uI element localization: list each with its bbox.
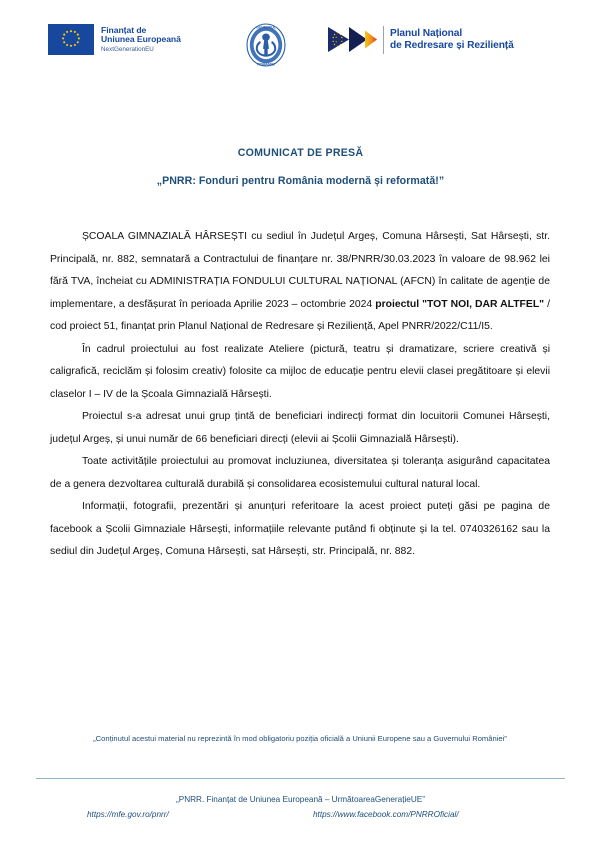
pnrr-logo-text: [390, 28, 514, 52]
svg-text:GUVERNUL: GUVERNUL: [256, 25, 276, 30]
p4-impact: [50, 451, 550, 496]
footer-links: [0, 808, 601, 823]
pnrr-logo-line2: de Redresare și Reziliență: [390, 39, 514, 51]
pnrr-logo-line1: Planul Național: [390, 27, 463, 39]
body-text: În cadrul proiectului au fost realizate Ateliere (pictură, teatru și dramatizare, scriere creativă și caligrafică, reciclăm și folosim creativ) folosite ca mijloc de educație pentru elevii clasei pregătitoare și elevii claselor I – IV de la Școala Gimnazială Hârsești.: [50, 343, 550, 400]
document-body: [50, 226, 550, 564]
page-subtitle: „PNRR: Fonduri pentru România modernă și reformată!”: [156, 175, 445, 187]
romanian-government-seal-icon: [243, 20, 289, 70]
p5-contact: [50, 496, 550, 564]
paragraph-list: [50, 226, 550, 564]
body-text: / cod proiect 51, finanțat prin Planul Național de Redresare și Reziliență, Apel PNRR/2022/C11/I5.: [50, 298, 550, 332]
body-text: ȘCOALA GIMNAZIALĂ HÂRSEȘTI cu sediul în Județul Argeș, Comuna Hârsești, Sat Hârsești, str. Principală, nr. 882, semnatară a Contractului de finanțare nr. 38/PNRR/30.03.2023 în valoare de 98.962 lei fără TVA, încheiat cu ADMINISTRAȚIA FONDULUI CULTURAL NAȚIONAL (AFCN) în calitate de agenție de implementare, a desfășurat în perioada Aprilie 2023 – octombrie 2024: [50, 231, 550, 310]
pnrr-divider: [383, 26, 384, 54]
footer-divider: [36, 778, 565, 779]
eu-logo-line1: Finanțat de: [101, 24, 147, 35]
footer-link-facebook[interactable]: https://www.facebook.com/PNRROficial/: [313, 810, 459, 819]
eu-logo-line2: Uniunea Europeană: [101, 34, 181, 45]
body-text: Proiectul s-a adresat unui grup țintă de beneficiari indirecți format din locuitorii Comunei Hârsești, județul Argeș, și unui număr de 66 beneficiari direcți (elevii ai Școlii Gimnazială Hârsești).: [50, 411, 550, 445]
p1-intro: [50, 226, 550, 339]
pnrr-brand-logo: [327, 24, 514, 55]
page-title: COMUNICAT DE PRESĂ: [237, 147, 364, 159]
emphasis-text: proiectul "TOT NOI, DAR ALTFEL": [375, 298, 545, 310]
body-text: Toate activitățile proiectului au promovat incluziunea, diversitatea și toleranța asigurând capacitatea de a genera dezvoltarea culturală durabilă și consolidarea ecosistemului cultural natural local.: [50, 456, 550, 490]
header-logo-bar: [0, 22, 601, 74]
footer-tagline: „PNRR. Finanțat de Uniunea Europeană – UrmătoareaGenerațieUE”: [176, 795, 425, 804]
footer-link-mfe[interactable]: https://mfe.gov.ro/pnrr/: [87, 810, 169, 819]
disclaimer-text: „Conținutul acestui material nu reprezintă în mod obligatoriu poziția oficială a Uniunii Europene sau a Guvernului României”: [93, 734, 507, 743]
page-footer: [0, 793, 601, 823]
p2-activities: [50, 339, 550, 407]
body-text: Informații, fotografii, prezentări și anunțuri referitoare la acest proiect puteți găsi pe pagina de facebook a Școlii Gimnaziale Hârsești, informațiile relevante putând fi obținute și la tel. 0740326162 sau la sediul din Județul Argeș, Comuna Hârsești, sat Hârsești, str. Principală, nr. 882.: [50, 501, 550, 557]
eu-stars-icon: [48, 24, 94, 55]
eu-funding-logo: [48, 24, 181, 55]
svg-text:ROMÂNIEI: ROMÂNIEI: [257, 62, 275, 67]
eu-logo-text: [101, 26, 181, 54]
p3-beneficiaries: [50, 406, 550, 451]
eu-logo-line3: NextGenerationEU: [101, 46, 154, 54]
pnrr-triangles-icon: [327, 24, 377, 55]
eu-flag-icon: [48, 24, 94, 55]
